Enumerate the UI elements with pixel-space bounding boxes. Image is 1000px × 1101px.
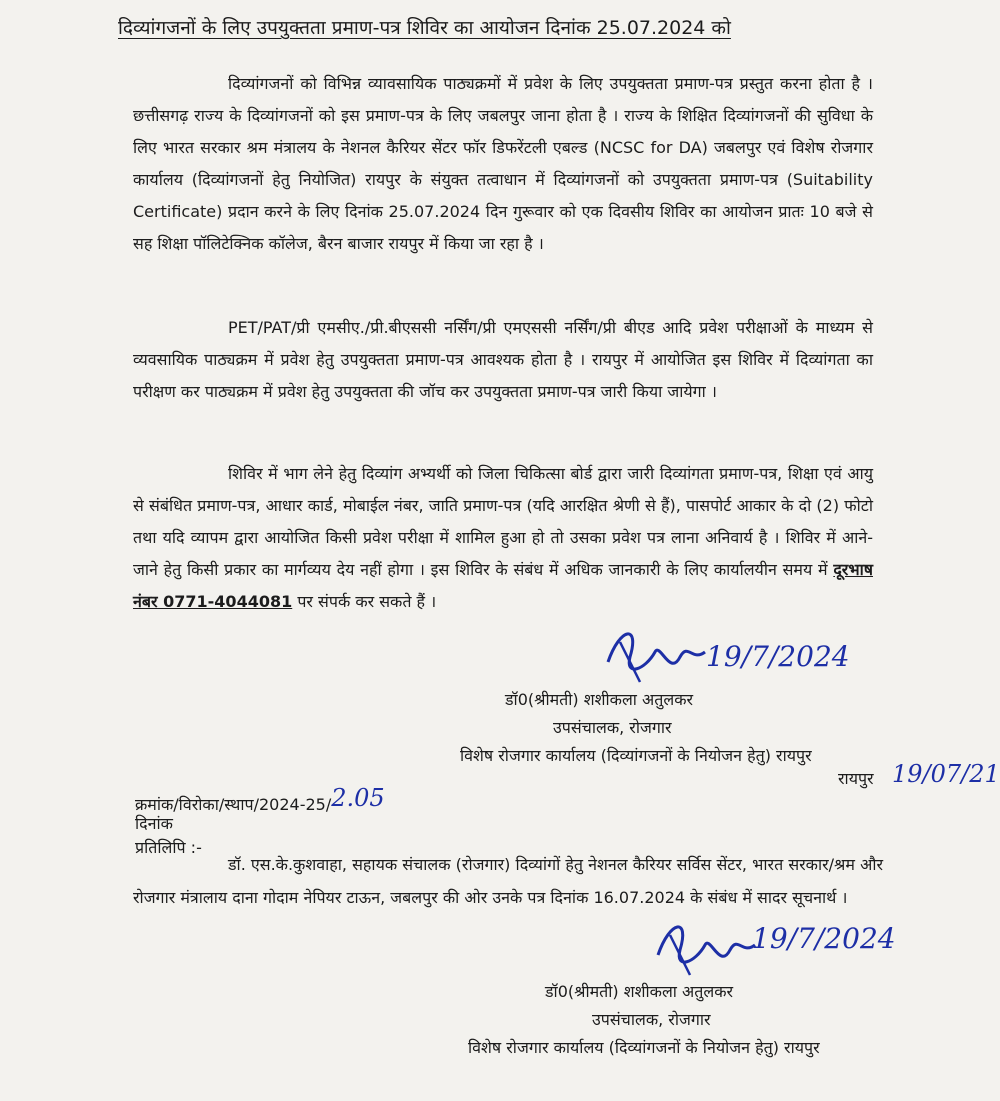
paragraph-requirements [133, 458, 873, 618]
signatory-designation-1: उपसंचालक, रोजगार [553, 718, 672, 737]
requirements-end: पर संपर्क कर सकते हैं । [292, 592, 437, 611]
signatory-designation-2: उपसंचालक, रोजगार [592, 1010, 711, 1029]
reference-number-handwritten: 2.05 [331, 784, 385, 812]
signature-1 [600, 622, 710, 692]
signatory-place-1: रायपुर [838, 769, 874, 788]
requirements-text: शिविर में भाग लेने हेतु दिव्यांग अभ्यर्थी को जिला चिकित्सा बोर्ड द्वारा जारी दिव्यांगता प्रमाण-पत्र, शिक्षा एवं आयु से संबंधित प्रमाण-पत्र, आधार कार्ड, मोबाईल नंबर, जाति प्रमाण-पत्र (यदि आरक्षित श्रेणी से हैं), पासपोर्ट आकार के दो (2) फोटो तथा यदि व्यापम द्वारा आयोजित किसी प्रवेश परीक्षा में शामिल हुआ हो तो उसका प्रवेश पत्र लाना अनिवार्य है । शिविर में आने-जाने हेतु किसी प्रकार का मार्गव्यय देय नहीं होगा । इस शिविर के संबंध में अधिक जानकारी के लिए कार्यालयीन समय में [133, 464, 873, 579]
date-label: दिनांक [135, 814, 173, 833]
signature-2-date: 19/7/2024 [752, 922, 896, 955]
signature-2 [650, 915, 760, 985]
signatory-name-2: डॉ0(श्रीमती) शशीकला अतुलकर [545, 982, 734, 1001]
place-date-handwritten: 19/07/21 [892, 760, 1000, 788]
signatory-office-1: विशेष रोजगार कार्यालय (दिव्यांगजनों के नियोजन हेतु) रायपुर [460, 746, 812, 765]
signatory-office-2: विशेष रोजगार कार्यालय (दिव्यांगजनों के नियोजन हेतु) रायपुर [468, 1038, 820, 1057]
copy-recipient-text: डॉ. एस.के.कुशवाहा, सहायक संचालक (रोजगार) दिव्यांगों हेतु नेशनल कैरियर सर्विस सेंटर, भारत सरकार/श्रम और रोजगार मंत्रालाय दाना गोदाम नेपियर टाऊन, जबलपुर की ओर उनके पत्र दिनांक 16.07.2024 के संबंध में सादर सूचनार्थ । [133, 855, 883, 907]
copy-label: प्रतिलिपि :- [135, 838, 202, 857]
paragraph-intro: दिव्यांगजनों को विभिन्न व्यावसायिक पाठ्यक्रमों में प्रवेश के लिए उपयुक्तता प्रमाण-पत्र प्रस्तुत करना होता है । छत्तीसगढ़ राज्य के दिव्यांगजनों को इस प्रमाण-पत्र के लिए जबलपुर जाना होता है । राज्य के शिक्षित दिव्यांगजनों की सुविधा के लिए भारत सरकार श्रम मंत्रालय के नेशनल कैरियर सेंटर फॉर डिफरेंटली एबल्ड (NCSC for DA) जबलपुर एवं विशेष रोजगार कार्यालय (दिव्यांगजनों हेतु नियोजित) रायपुर के संयुक्त तत्वाधान में दिव्यांगजनों को उपयुक्तता प्रमाण-पत्र (Suitability Certificate) प्रदान करने के लिए दिनांक 25.07.2024 दिन गुरूवार को एक दिवसीय शिविर का आयोजन प्रातः 10 बजे से सह शिक्षा पॉलिटेक्निक कॉलेज, बैरन बाजार रायपुर में किया जा रहा है । [133, 74, 873, 253]
signatory-name-1: डॉ0(श्रीमती) शशीकला अतुलकर [505, 690, 694, 709]
paragraph-exams: PET/PAT/प्री एमसीए./प्री.बीएससी नर्सिंग/प्री एमएससी नर्सिंग/प्री बीएड आदि प्रवेश परीक्षाओं के माध्यम से व्यवसायिक पाठ्यक्रम में प्रवेश हेतु उपयुक्तता प्रमाण-पत्र आवश्यक होता है । रायपुर में आयोजित इस शिविर में दिव्यांगता का परीक्षण कर पाठ्यक्रम में प्रवेश हेतु उपयुक्तता की जॉच कर उपयुक्तता प्रमाण-पत्र जारी किया जायेगा । [133, 318, 873, 401]
phone-number: दूरभाष नंबर 0771-4044081 [133, 560, 873, 611]
signature-1-date: 19/7/2024 [706, 640, 850, 673]
document-title: दिव्यांगजनों के लिए उपयुक्तता प्रमाण-पत्र शिविर का आयोजन दिनांक 25.07.2024 को [118, 17, 731, 39]
reference-number-label: क्रमांक/विरोका/स्थाप/2024-25/ [135, 795, 332, 814]
